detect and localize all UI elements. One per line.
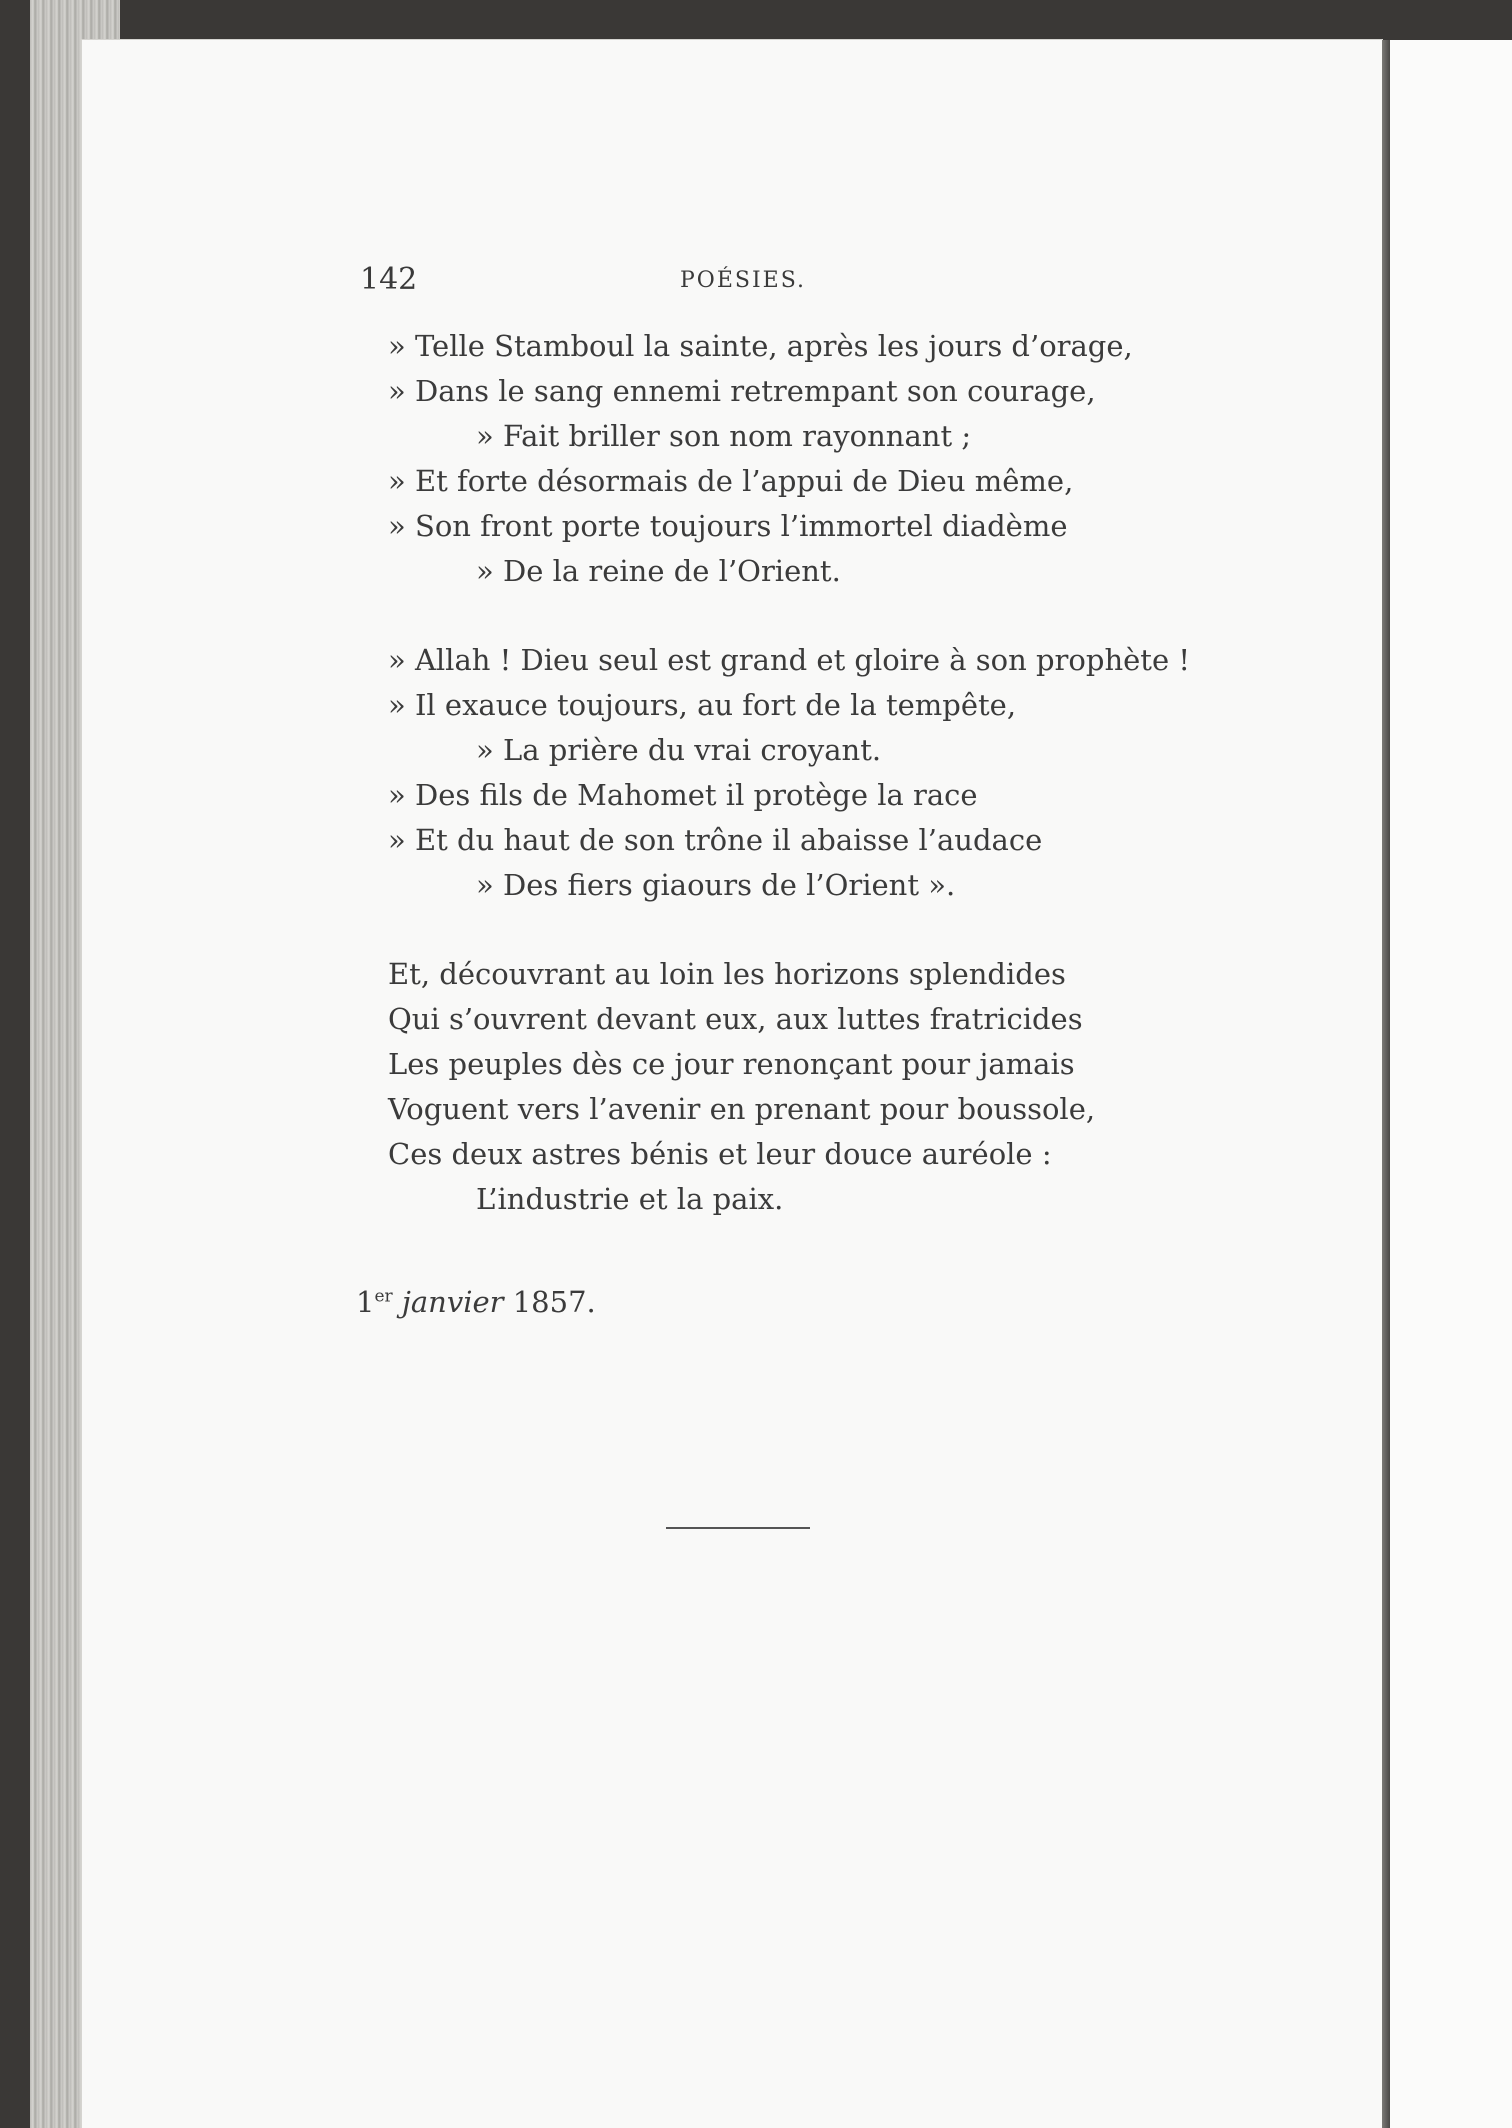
book-spine	[1382, 40, 1390, 2128]
poem	[388, 324, 1190, 1222]
verse-line: » Dans le sang ennemi retrempant son courage,	[388, 374, 1096, 408]
verse-line: » La prière du vrai croyant.	[476, 733, 882, 767]
verse-line: L’industrie et la paix.	[476, 1182, 784, 1216]
poem-date	[356, 1285, 596, 1319]
running-head: POÉSIES.	[680, 268, 806, 293]
date-month: janvier	[401, 1285, 504, 1319]
verse-line: » Fait briller son nom rayonnant ;	[476, 419, 972, 453]
page-header	[360, 262, 1040, 302]
verse-line: » Des fils de Mahomet il protège la race	[388, 778, 978, 812]
end-rule	[666, 1527, 810, 1529]
verse-line: » Telle Stamboul la sainte, après les jours d’orage,	[388, 329, 1133, 363]
verse-line: Voguent vers l’avenir en prenant pour boussole,	[388, 1092, 1096, 1126]
verse-line: » Son front porte toujours l’immortel diadème	[388, 509, 1068, 543]
verse-line: » Et du haut de son trône il abaisse l’audace	[388, 823, 1043, 857]
stanza-2	[388, 638, 1190, 908]
stanza-1	[388, 324, 1148, 594]
date-year: 1857.	[512, 1285, 596, 1319]
verse-line: » Et forte désormais de l’appui de Dieu même,	[388, 464, 1074, 498]
adjacent-page	[1390, 40, 1512, 2128]
page-number: 142	[360, 262, 418, 297]
verse-line: Ces deux astres bénis et leur douce auréole :	[388, 1137, 1052, 1171]
verse-line: » De la reine de l’Orient.	[476, 554, 841, 588]
date-ordinal: er	[374, 1286, 393, 1307]
verse-line: » Des fiers giaours de l’Orient ».	[476, 868, 956, 902]
date-day: 1	[356, 1285, 375, 1319]
verse-line: » Allah ! Dieu seul est grand et gloire à son prophète !	[388, 643, 1190, 677]
verse-line: Les peuples dès ce jour renonçant pour jamais	[388, 1047, 1075, 1081]
verse-line: Et, découvrant au loin les horizons splendides	[388, 957, 1066, 991]
verse-line: » Il exauce toujours, au fort de la tempête,	[388, 688, 1017, 722]
verse-line: Qui s’ouvrent devant eux, aux luttes fratricides	[388, 1002, 1083, 1036]
stanza-3	[388, 952, 1148, 1222]
